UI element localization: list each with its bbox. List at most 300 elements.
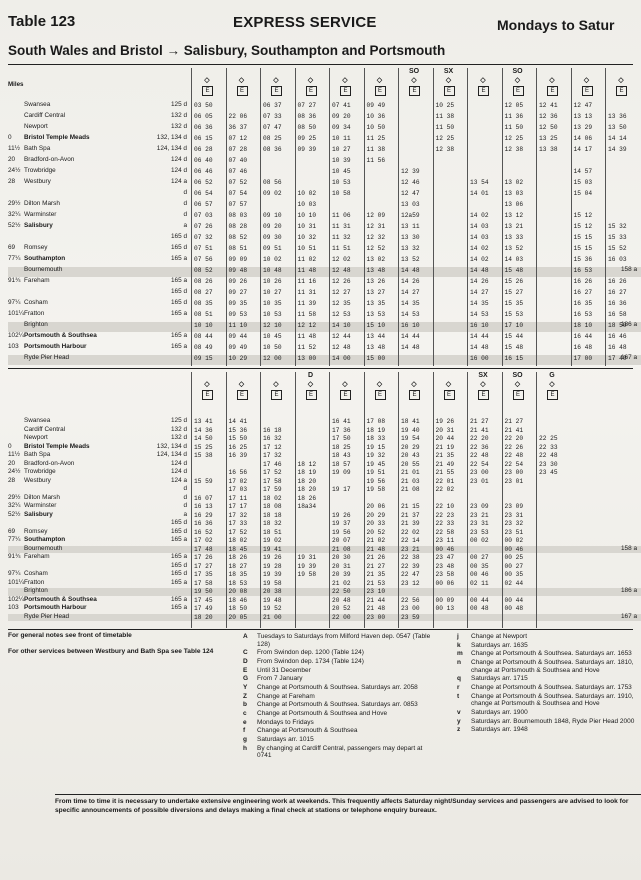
time-cell: 17 12 <box>263 443 282 451</box>
time-cell: 20 44 <box>435 435 455 442</box>
station-miles: 91¾ <box>8 553 21 560</box>
footnote-text: Change at Portsmouth & Southsea. Saturdays arr. 1753 <box>471 683 632 691</box>
time-cell: 13 52 <box>504 245 524 252</box>
time-cell: 22 39 <box>401 562 420 570</box>
time-cell: 22 33 <box>539 443 558 451</box>
footnote-item <box>243 701 438 709</box>
time-cell: 10 45 <box>332 168 351 175</box>
footnote-code: D <box>243 657 248 665</box>
time-cell: 09 20 <box>263 223 282 230</box>
footnote-item <box>243 745 438 760</box>
time-cell: 16 27 <box>608 289 627 296</box>
station-name: Trowbridge <box>24 167 56 174</box>
time-cell: 16 48 <box>608 344 627 351</box>
time-cell: 17 52 <box>228 528 248 536</box>
time-cell: 20 29 <box>401 443 420 451</box>
time-cell: 22 56 <box>401 596 420 604</box>
time-cell: 11 32 <box>332 234 351 241</box>
footnote-code: q <box>457 675 461 683</box>
station-row <box>8 418 191 426</box>
time-cell: 23 00 <box>504 469 524 476</box>
station-miles: 102¼ <box>8 332 24 339</box>
station-table-ref: 165 a <box>171 277 187 284</box>
time-cell: 11 10 <box>228 322 248 329</box>
station-row <box>8 503 191 511</box>
station-table-ref: d <box>183 189 187 196</box>
footnote-text: Change at Portsmouth & Southsea. Saturdays arr. 0853 <box>257 701 418 709</box>
station-table-ref: 132, 134 d <box>156 442 187 450</box>
catering-icon: E <box>513 390 524 400</box>
time-cell: 23 59 <box>401 613 420 621</box>
time-cell: 15 44 <box>504 333 524 340</box>
time-cell: 16 36 <box>194 520 213 527</box>
station-table-ref: 124 d <box>171 459 187 467</box>
time-cell: 17 11 <box>228 494 248 502</box>
time-cell: 17 27 <box>194 562 213 570</box>
station-table-ref: 132 d <box>171 123 187 130</box>
station-row <box>8 469 191 477</box>
time-cell: 21 44 <box>366 596 386 604</box>
station-table-ref: 124 d <box>171 468 187 475</box>
time-cell: 06 05 <box>194 113 213 120</box>
time-cell: 13 21 <box>504 223 524 230</box>
notes-rule <box>8 629 633 630</box>
train-column <box>467 68 498 366</box>
time-cell: 13 12 <box>504 212 524 219</box>
time-cell: 23 10 <box>366 588 386 595</box>
station-miles: 20 <box>8 459 16 467</box>
time-cell: 07 26 <box>194 223 213 230</box>
train-column <box>433 372 464 628</box>
time-cell: 15 12 <box>573 212 593 219</box>
time-cell: 19 17 <box>332 486 351 493</box>
time-cell: 09 49 <box>366 102 386 109</box>
time-cell: 00 35 <box>470 562 489 570</box>
time-cell: 07 27 <box>297 102 317 109</box>
time-cell: 15 27 <box>504 289 524 296</box>
time-cell: 19 56 <box>366 477 386 485</box>
time-cell: 09 49 <box>228 344 248 351</box>
time-cell: 18 35 <box>228 571 248 578</box>
time-cell: 15 59 <box>194 477 213 485</box>
time-cell: 07 32 <box>194 234 213 241</box>
time-cell: 07 12 <box>228 135 248 142</box>
station-row <box>8 179 191 189</box>
time-cell: 16 44 <box>573 333 593 340</box>
time-cell: 19 15 <box>366 443 386 451</box>
time-cell: 14 41 <box>228 418 248 425</box>
footnote-code: v <box>457 708 461 716</box>
time-cell: 08 28 <box>228 223 248 230</box>
time-cell: 09 25 <box>297 135 317 142</box>
time-cell: 23 58 <box>435 571 455 578</box>
station-name: Portsmouth Harbour <box>24 604 87 611</box>
time-cell: 16 58 <box>608 311 627 318</box>
express-diamond-icon: ◇ <box>445 381 452 388</box>
time-cell: 13 11 <box>401 223 420 230</box>
time-cell: 08 49 <box>194 344 213 351</box>
time-cell: 14 35 <box>470 300 489 307</box>
time-cell: 07 40 <box>228 157 248 164</box>
time-cell: 22 36 <box>470 443 489 451</box>
time-cell: 23 51 <box>504 528 524 536</box>
station-name: Fareham <box>24 277 50 284</box>
time-cell: 12 48 <box>332 267 351 274</box>
footnote-code: g <box>243 735 247 743</box>
station-table-ref: 132 d <box>171 425 187 433</box>
time-cell: 19 48 <box>263 596 282 604</box>
station-table-ref: 165 a <box>171 578 187 586</box>
footnote-code: m <box>457 650 463 658</box>
time-cell: 18 45 <box>228 545 248 553</box>
time-cell: 00 27 <box>504 562 524 570</box>
footnote-text: Saturdays arr. 1948 <box>471 726 528 734</box>
time-cell: 23 11 <box>435 537 455 544</box>
time-cell: 07 51 <box>194 245 213 252</box>
station-miles: 103 <box>8 343 19 350</box>
time-cell: 11 16 <box>297 278 317 285</box>
time-cell: 17 58 <box>194 579 213 587</box>
time-cell: 22 26 <box>504 443 524 451</box>
time-cell: 10 10 <box>194 322 213 329</box>
time-cell: 16 46 <box>608 333 627 340</box>
station-table-ref: a <box>183 510 187 518</box>
time-cell: 14 02 <box>470 212 489 219</box>
time-cell: 00 44 <box>504 596 524 604</box>
time-cell: 22 54 <box>470 460 489 468</box>
time-cell: 12 10 <box>263 322 282 329</box>
time-cell: 10 27 <box>332 146 351 153</box>
time-cell: 12 27 <box>332 289 351 296</box>
time-cell: 15 10 <box>366 322 386 329</box>
station-table-ref: 165 a <box>171 343 187 350</box>
catering-icon: E <box>271 390 282 400</box>
time-cell: 18 12 <box>297 460 317 468</box>
time-cell: 20 52 <box>366 528 386 536</box>
station-name: Newport <box>24 434 48 441</box>
time-cell: 21 27 <box>470 418 489 425</box>
station-name: Bath Spa <box>24 451 51 458</box>
time-cell: 13 03 <box>504 190 524 197</box>
time-cell: 21 27 <box>504 418 524 425</box>
time-cell: 14 50 <box>194 435 213 442</box>
footnote-code: E <box>243 666 248 674</box>
time-cell: 06 52 <box>194 179 213 186</box>
time-cell: 19 26 <box>332 511 351 519</box>
catering-icon: E <box>478 390 489 400</box>
column-note-code: D <box>307 372 314 379</box>
time-cell: 13 00 <box>297 355 317 362</box>
catering-icon: E <box>444 390 455 400</box>
station-table-ref: d <box>183 200 187 207</box>
station-name: Fratton <box>24 578 45 586</box>
time-cell: 23 00 <box>401 605 420 612</box>
time-cell: 21 19 <box>435 443 455 451</box>
time-cell: 08 52 <box>194 267 213 274</box>
footnote-item <box>457 726 641 734</box>
time-cell: 14 14 <box>608 135 627 142</box>
time-cell: 08 52 <box>228 234 248 241</box>
time-cell: 14 00 <box>332 355 351 362</box>
station-table-ref: 165 d <box>171 561 187 569</box>
time-cell: 21 35 <box>366 571 386 578</box>
time-cell: 22 06 <box>228 113 248 120</box>
route-title: South Wales and Bristol → Salisbury, Southampton and Portsmouth <box>8 43 446 58</box>
time-cell: 10 25 <box>435 102 455 109</box>
time-cell: 20 30 <box>332 554 351 561</box>
time-cell: 16 53 <box>573 311 593 318</box>
time-cell: 12a59 <box>401 212 420 219</box>
station-miles: 103 <box>8 604 19 611</box>
time-cell: 23 53 <box>470 528 489 536</box>
express-diamond-icon: ◇ <box>342 77 348 84</box>
time-cell: 14 48 <box>401 344 420 351</box>
station-name: Westbury <box>24 178 51 185</box>
time-cell: 17 36 <box>332 426 351 434</box>
express-diamond-icon: ◇ <box>480 381 486 388</box>
station-name: Warminster <box>24 502 57 509</box>
time-cell: 16 56 <box>228 469 248 476</box>
time-cell: 17 26 <box>194 554 213 561</box>
express-diamond-icon: ◇ <box>514 381 521 388</box>
footnote-code: Z <box>243 692 247 700</box>
station-miles: 29½ <box>8 200 21 207</box>
station-row <box>8 597 191 605</box>
general-notes <box>8 632 233 656</box>
station-miles: 0 <box>8 442 12 450</box>
time-cell: 12 50 <box>539 124 558 131</box>
station-name: Bournemouth <box>24 266 63 273</box>
time-cell: 07 52 <box>228 179 248 186</box>
catering-icon: E <box>237 390 248 400</box>
time-cell: 10 50 <box>263 344 282 351</box>
time-cell: 06 40 <box>194 157 213 164</box>
time-cell: 18 33 <box>366 435 386 442</box>
time-cell: 17 10 <box>504 322 524 329</box>
station-table-ref: 124 a <box>171 476 187 484</box>
express-diamond-icon: ◇ <box>238 381 245 388</box>
time-cell: 06 15 <box>194 135 213 142</box>
time-cell: 22 47 <box>401 571 420 578</box>
footnote-item <box>243 658 438 666</box>
time-cell: 09 44 <box>228 333 248 340</box>
time-cell: 09 26 <box>228 278 248 285</box>
time-cell: 16 53 <box>573 267 593 274</box>
station-name: Warminster <box>24 211 57 218</box>
time-cell: 12 05 <box>504 102 524 109</box>
time-cell: 21 39 <box>401 520 420 527</box>
station-row <box>8 223 191 233</box>
station-miles: 24½ <box>8 167 21 174</box>
express-diamond-icon: ◇ <box>514 77 521 84</box>
time-cell: 16 25 <box>228 443 248 451</box>
time-cell: 20 48 <box>332 596 351 604</box>
time-cell: 22 50 <box>332 588 351 595</box>
express-diamond-icon: ◇ <box>204 77 210 84</box>
catering-icon: E <box>237 86 248 96</box>
footnote-item <box>457 709 641 717</box>
catering-icon: E <box>271 86 282 96</box>
table-number: Table 123 <box>8 13 76 30</box>
time-cell: 18 10 <box>573 322 593 329</box>
time-cell: 07 57 <box>228 201 248 208</box>
time-cell: 22 48 <box>470 452 489 459</box>
time-cell: 15 48 <box>504 344 524 351</box>
time-cell: 10 53 <box>332 179 351 186</box>
train-column <box>536 68 567 366</box>
express-diamond-icon: ◇ <box>618 77 624 84</box>
time-cell: 00 48 <box>470 605 489 612</box>
time-cell: 23 09 <box>470 503 489 510</box>
time-cell: 00 48 <box>504 605 524 612</box>
time-cell: 13 53 <box>366 311 386 318</box>
time-cell: 13 32 <box>401 245 420 252</box>
catering-icon: E <box>202 390 213 400</box>
time-cell: 15 26 <box>504 278 524 285</box>
time-cell: 00 25 <box>504 554 524 561</box>
time-cell: 14 48 <box>401 267 420 274</box>
time-cell: 16 27 <box>573 289 593 296</box>
train-column <box>191 68 222 366</box>
time-cell: 11 48 <box>297 333 317 340</box>
station-row <box>8 135 191 145</box>
station-table-ref: 165 d <box>171 244 187 251</box>
time-cell: 22 10 <box>435 503 455 510</box>
station-table-ref: 165 d <box>171 519 187 526</box>
time-cell: 12 31 <box>366 223 386 230</box>
footnote-item <box>457 718 641 726</box>
time-cell: 22 58 <box>435 528 455 536</box>
time-cell: 20 39 <box>332 571 351 578</box>
station-name: Newport <box>24 123 48 130</box>
time-cell: 19 26 <box>263 554 282 561</box>
station-row <box>8 113 191 123</box>
time-cell: 08 36 <box>297 113 317 120</box>
time-cell: 19 32 <box>366 452 386 459</box>
catering-icon: E <box>202 86 213 96</box>
time-cell: 14 44 <box>401 333 420 340</box>
time-cell: 20 31 <box>435 426 455 434</box>
time-cell: 22 01 <box>435 477 455 485</box>
time-cell: 07 33 <box>263 113 282 120</box>
footnote-text: By changing at Cardiff Central, passengers may depart at 0741 <box>257 744 423 760</box>
time-cell: 19 31 <box>297 554 317 561</box>
time-cell: 13 41 <box>194 418 213 425</box>
time-cell: 11 50 <box>504 124 524 131</box>
station-table-ref: d <box>183 502 187 509</box>
time-cell: 00 02 <box>470 537 489 544</box>
time-cell: 20 05 <box>228 613 248 621</box>
time-cell: 07 54 <box>228 190 248 197</box>
station-table-ref: 165 a <box>171 553 187 560</box>
time-cell: 17 50 <box>332 435 351 442</box>
time-cell: 12 35 <box>332 300 351 307</box>
time-cell: 13 30 <box>401 234 420 241</box>
time-cell: 12 38 <box>435 146 455 153</box>
catering-icon: E <box>375 86 386 96</box>
time-cell: 10 26 <box>263 278 282 285</box>
time-cell: 07 28 <box>228 146 248 153</box>
time-cell: 03 50 <box>194 102 213 109</box>
footnote-item <box>457 693 641 708</box>
time-cell: 23 21 <box>470 511 489 519</box>
time-cell: 00 06 <box>435 579 455 587</box>
train-column <box>433 68 464 366</box>
time-cell: 09 51 <box>263 245 282 252</box>
footnote-code: y <box>457 717 461 725</box>
time-cell: 14 03 <box>470 223 489 230</box>
time-cell: 02 44 <box>504 579 524 587</box>
station-table-ref: 186 a <box>621 587 637 594</box>
time-cell: 02 11 <box>470 579 489 587</box>
time-cell: 21 41 <box>504 426 524 434</box>
time-cell: 14 10 <box>332 322 351 329</box>
station-table-ref: 125 d <box>171 101 187 108</box>
time-cell: 09 09 <box>228 256 248 263</box>
time-cell: 19 02 <box>263 537 282 544</box>
time-cell: 12 32 <box>366 234 386 241</box>
time-cell: 17 45 <box>194 596 213 604</box>
time-cell: 14 53 <box>401 311 420 318</box>
train-column <box>536 372 567 628</box>
time-cell: 18 46 <box>228 596 248 604</box>
station-row <box>8 333 191 343</box>
time-cell: 19 50 <box>194 588 213 595</box>
time-cell: 23 30 <box>539 460 558 468</box>
time-cell: 23 45 <box>539 469 558 476</box>
station-row <box>8 278 191 288</box>
footnote-code: r <box>457 683 460 691</box>
footnote-text: Change at Newport <box>471 633 528 640</box>
time-cell: 13 38 <box>539 146 558 153</box>
station-miles: 32¼ <box>8 211 21 218</box>
footnote-text: Saturdays arr. Bournemouth 1848, Ryde Pier Head 2000 <box>471 717 635 725</box>
footnote-code: A <box>243 633 248 640</box>
time-cell: 16 39 <box>228 452 248 459</box>
footnote-code: f <box>243 727 246 735</box>
time-cell: 11 02 <box>297 256 317 263</box>
station-table-ref: 124 d <box>171 167 187 174</box>
time-cell: 15 00 <box>366 355 386 362</box>
station-table-ref: 124, 134 d <box>156 145 187 152</box>
service-type-title: EXPRESS SERVICE <box>233 14 377 31</box>
station-miles: 32¼ <box>8 502 21 509</box>
footnote-text: From Swindon dep. 1734 (Table 124) <box>257 657 364 665</box>
time-cell: 12 25 <box>435 135 455 142</box>
station-table-ref: 158 a <box>621 544 637 552</box>
time-cell: 08 35 <box>194 300 213 307</box>
time-cell: 17 40 <box>608 355 627 362</box>
station-row <box>8 495 191 503</box>
time-cell: 13 52 <box>401 256 420 263</box>
time-cell: 00 46 <box>470 571 489 578</box>
station-miles: 0 <box>8 134 12 141</box>
time-cell: 16 26 <box>608 278 627 285</box>
time-cell: 22 33 <box>435 520 455 527</box>
time-cell: 21 48 <box>366 545 386 553</box>
time-cell: 15 15 <box>573 234 593 241</box>
time-cell: 21 00 <box>263 613 282 621</box>
time-cell: 08 03 <box>228 212 248 219</box>
footnote-text: Change at Fareham <box>257 692 315 700</box>
station-miles: 11½ <box>8 451 20 458</box>
footnote-text: From Swindon dep. 1200 (Table 124) <box>257 649 364 657</box>
catering-icon: E <box>340 390 351 400</box>
time-cell: 08 25 <box>263 135 282 142</box>
time-cell: 12 52 <box>366 245 386 252</box>
express-diamond-icon: ◇ <box>342 381 348 388</box>
time-cell: 23 32 <box>504 520 524 527</box>
